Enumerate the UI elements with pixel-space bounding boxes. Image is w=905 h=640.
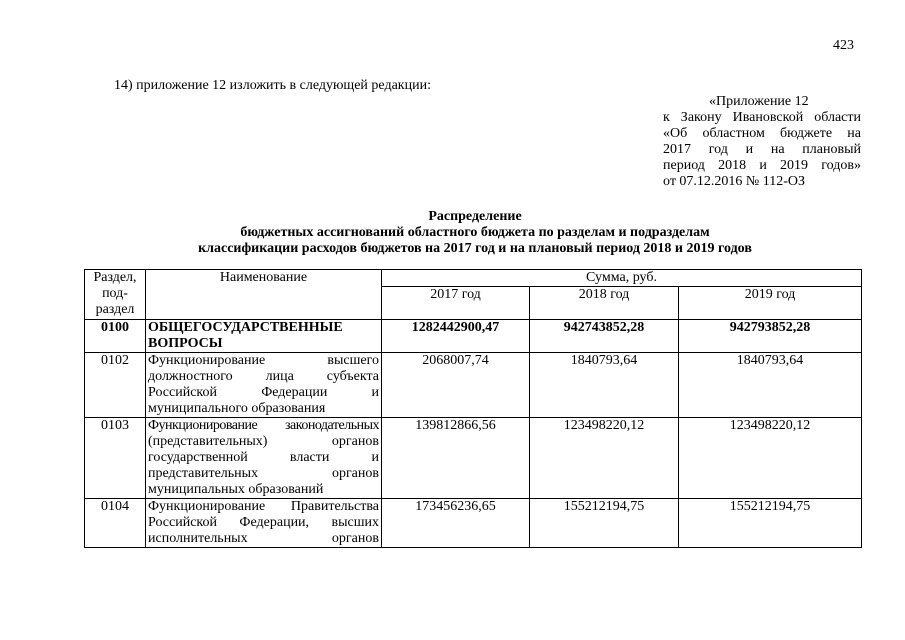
row-code: 0102 [85,353,146,418]
intro-text: 14) приложение 12 изложить в следующей редакции: [114,78,431,93]
header-sum: Сумма, руб. [382,270,862,287]
row-value-2019: 1840793,64 [679,353,862,418]
row-value-2018: 942743852,28 [530,320,679,353]
table-row [85,418,862,499]
row-name-line: ВОПРОСЫ [148,336,223,351]
row-name-line: муниципального образования [148,401,326,416]
appendix-line: от 07.12.2016 № 112-ОЗ [663,174,806,189]
row-name [146,353,382,418]
header-name: Наименование [146,270,382,320]
title-line: классификации расходов бюджетов на 2017 год и на плановый период 2018 и 2019 годов [198,241,752,256]
table-row [85,320,862,353]
row-name-line: государственной власти и [148,450,379,465]
row-value-2018: 123498220,12 [530,418,679,499]
appendix-line: «Приложение 12 [709,94,809,109]
appendix-line: период 2018 и 2019 годов» [663,158,861,173]
table-row [85,353,862,418]
appendix-line: 2017 год и на плановый [663,142,861,157]
header-year-2018: 2018 год [530,287,679,320]
row-name-line: муниципальных образований [148,482,324,497]
row-value-2019: 155212194,75 [679,499,862,548]
budget-table [84,269,862,548]
row-name-line: Российской Федерации и [148,385,379,400]
appendix-line: «Об областном бюджете на [663,126,861,141]
row-value-2017: 2068007,74 [382,353,530,418]
row-name [146,320,382,353]
row-name [146,499,382,548]
header-year-2019: 2019 год [679,287,862,320]
header-year-2017: 2017 год [382,287,530,320]
row-name-line: должностного лица субъекта [148,369,379,384]
appendix-line: к Закону Ивановской области [663,110,861,125]
row-value-2017: 173456236,65 [382,499,530,548]
row-value-2019: 942793852,28 [679,320,862,353]
row-name-line: представительных органов [148,466,379,481]
row-value-2018: 155212194,75 [530,499,679,548]
header-code-line: раздел [95,302,135,317]
row-value-2019: 123498220,12 [679,418,862,499]
row-name-line: Функционирование высшего [148,353,379,368]
row-name-line: исполнительных органов [148,531,379,546]
row-code: 0103 [85,418,146,499]
table-row [85,499,862,548]
row-code: 0104 [85,499,146,548]
header-code-line: Раздел, [93,270,137,285]
title-line: бюджетных ассигнований областного бюджета по разделам и подразделам [240,225,710,240]
row-name-line: Функционирование Правительства [148,499,379,514]
row-name-line: ОБЩЕГОСУДАРСТВЕННЫЕ [148,320,343,335]
row-name [146,418,382,499]
row-code: 0100 [85,320,146,353]
table-header-row [85,270,862,287]
row-value-2017: 139812866,56 [382,418,530,499]
appendix-reference [663,94,861,190]
document-title [90,209,860,257]
row-name-line: Российской Федерации, высших [148,515,379,530]
row-value-2017: 1282442900,47 [382,320,530,353]
title-line: Распределение [428,209,522,224]
header-code-line: под- [102,286,128,301]
row-value-2018: 1840793,64 [530,353,679,418]
row-name-line: (представительных) органов [148,434,379,449]
header-code [85,270,146,320]
row-name-line: Функционирование законодательных [148,418,379,433]
page-number: 423 [833,38,854,53]
